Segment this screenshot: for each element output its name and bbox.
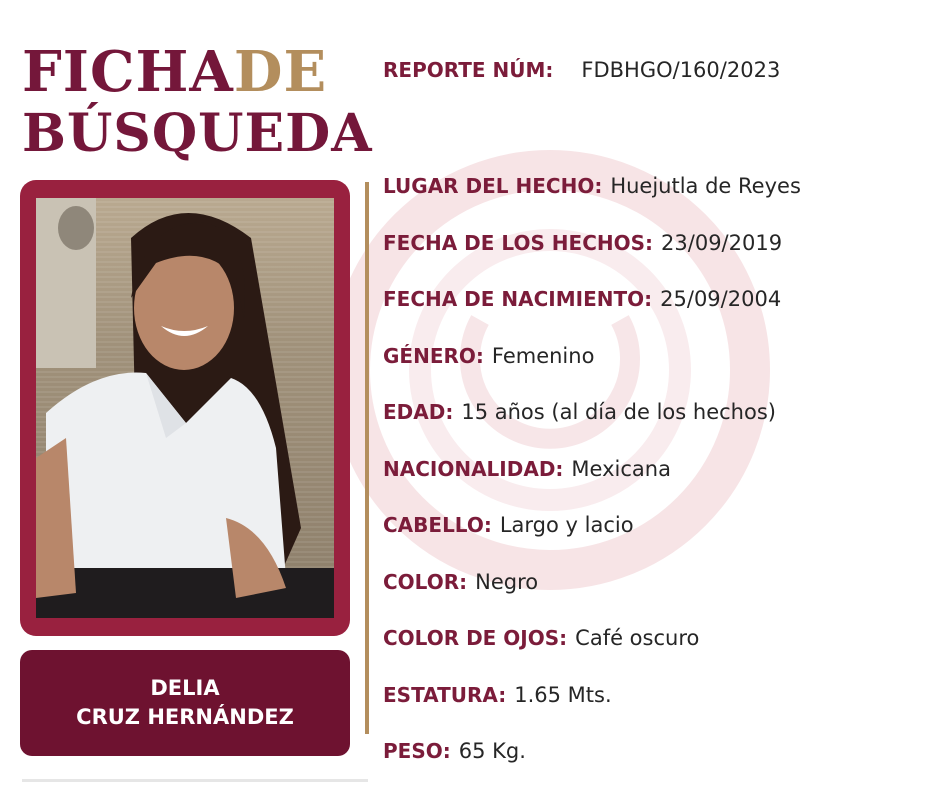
field-lugar — [383, 174, 801, 231]
field-value: 65 Kg. — [458, 739, 526, 763]
field-value: Largo y lacio — [499, 513, 634, 537]
title-word-busqueda: BÚSQUEDA — [22, 103, 373, 164]
field-label: GÉNERO: — [383, 343, 484, 368]
report-value: FDBHGO/160/2023 — [581, 58, 781, 82]
field-value: 1.65 Mts. — [514, 682, 612, 707]
field-label: FECHA DE LOS HECHOS: — [383, 230, 654, 255]
field-label: CABELLO: — [383, 513, 492, 537]
field-fecha-hechos — [383, 231, 801, 288]
field-value: Café oscuro — [575, 626, 700, 650]
person-name-box — [20, 650, 350, 756]
field-label: PESO: — [383, 739, 451, 763]
field-label: NACIONALIDAD: — [383, 456, 564, 481]
person-last-name: CRUZ HERNÁNDEZ — [76, 705, 294, 729]
field-value: 23/09/2019 — [661, 230, 783, 255]
bottom-divider — [22, 779, 368, 782]
field-value: Femenino — [491, 343, 595, 368]
field-value: Mexicana — [571, 456, 671, 481]
report-number — [383, 58, 780, 82]
report-label: REPORTE NÚM: — [383, 58, 554, 82]
field-edad — [383, 400, 801, 457]
photo-frame — [20, 180, 350, 636]
details-list — [383, 174, 801, 796]
field-genero — [383, 344, 801, 401]
field-label: COLOR: — [383, 569, 468, 594]
field-value: Negro — [475, 569, 539, 594]
field-color-ojos — [383, 626, 801, 683]
field-fecha-nacimiento — [383, 287, 801, 344]
page-title — [22, 39, 373, 164]
field-label: COLOR DE OJOS: — [383, 626, 568, 650]
person-first-name: DELIA — [150, 675, 220, 700]
field-label: FECHA DE NACIMIENTO: — [383, 287, 653, 311]
title-word-de: DE — [233, 39, 328, 105]
field-label: LUGAR DEL HECHO: — [383, 174, 603, 198]
field-color — [383, 570, 801, 627]
field-cabello — [383, 513, 801, 570]
person-photo — [36, 198, 334, 618]
field-estatura — [383, 683, 801, 740]
divider-line — [365, 182, 369, 734]
field-label: ESTATURA: — [383, 682, 507, 707]
field-nacionalidad — [383, 457, 801, 514]
person-photo-illustration — [36, 198, 334, 618]
field-value: 15 años (al día de los hechos) — [461, 400, 776, 424]
field-value: 25/09/2004 — [660, 287, 782, 311]
field-peso — [383, 739, 801, 796]
title-word-ficha: FICHA — [22, 39, 234, 105]
field-label: EDAD: — [383, 400, 454, 424]
field-value: Huejutla de Reyes — [610, 174, 801, 198]
